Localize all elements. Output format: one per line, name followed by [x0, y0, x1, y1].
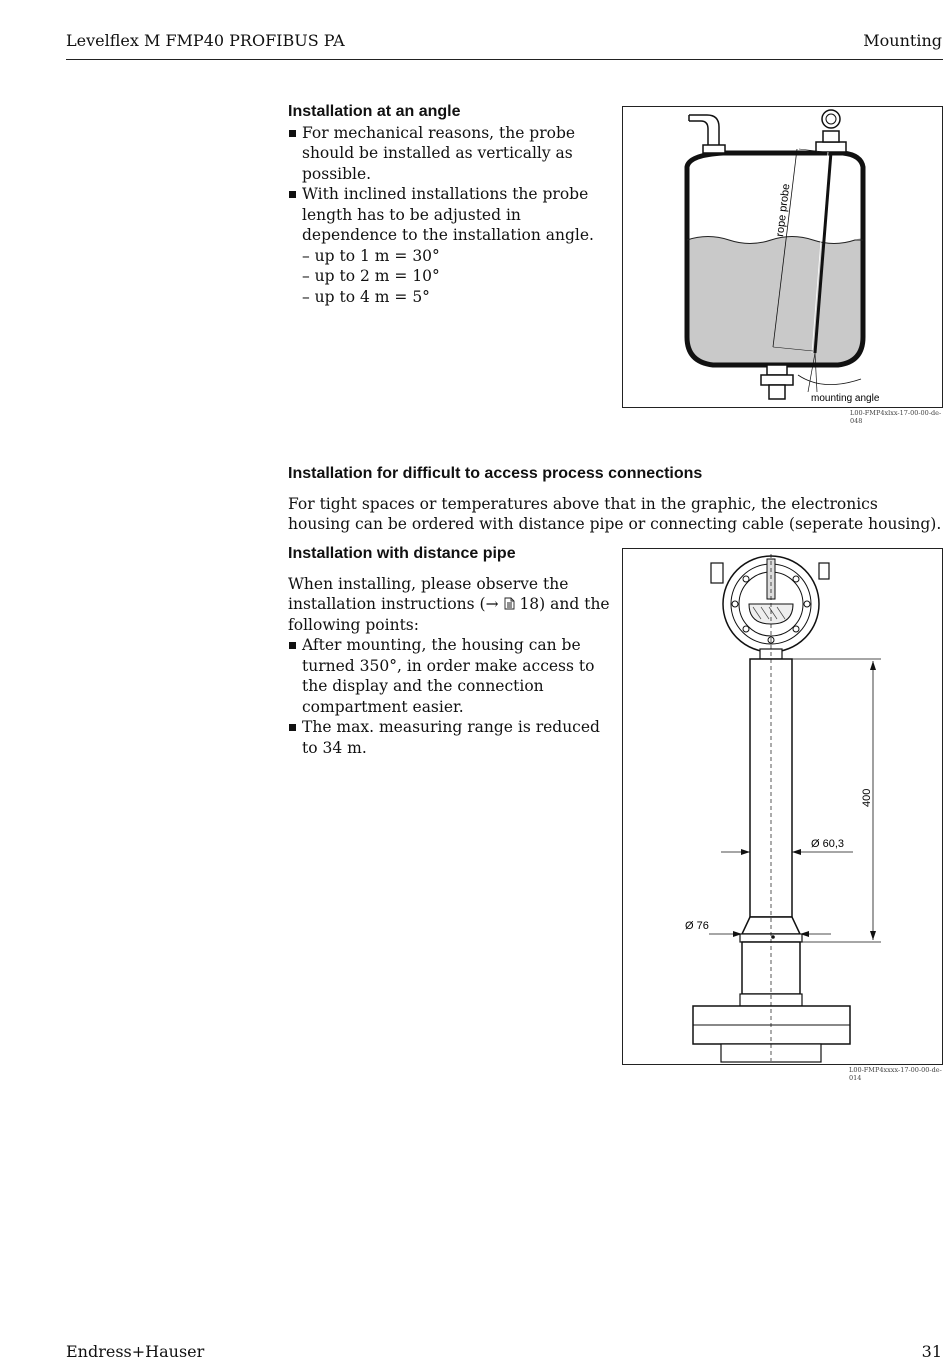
bullet-text: With inclined installations the probe length has to be adjusted in dependence to the installation angle.: [302, 185, 594, 244]
section-angle: [288, 102, 610, 307]
page-number: 31: [921, 1342, 942, 1361]
header-rule: [66, 59, 943, 60]
bullet-item: [288, 717, 610, 758]
figure-distance-pipe: [622, 548, 943, 1065]
bullet-text: The max. measuring range is reduced to 34 m.: [302, 718, 600, 757]
mounting-angle-label: mounting angle: [811, 393, 880, 404]
distance-pipe-diagram: [623, 549, 942, 1064]
section-angle-title: Installation at an angle: [288, 103, 461, 120]
figure-caption: L00-FMP4xxxx-17-00-00-de-014: [849, 1066, 942, 1082]
intro-text-end: ) and the following points:: [288, 595, 610, 634]
header-title: Levelflex M FMP40 PROFIBUS PA: [66, 31, 345, 50]
rope-probe-label: rope probe: [774, 183, 793, 238]
tank-diagram: [623, 107, 942, 407]
angle-limit-2m: – up to 2 m = 10°: [302, 267, 440, 285]
section-difficult-title: Installation for difficult to access process connections: [288, 465, 703, 482]
bullet-text: After mounting, the housing can be turned 350°, in order make access to the display and the connection compartment easier.: [302, 636, 595, 716]
figure-caption: L00-FMP4xlxx-17-00-00-de-048: [850, 409, 942, 425]
dimension-length: 400: [861, 788, 873, 807]
bullet-icon: [289, 724, 296, 731]
footer-company: Endress+Hauser: [66, 1342, 205, 1361]
bullet-item: [288, 123, 610, 185]
dimension-pipe-diameter: Ø 60,3: [811, 838, 845, 850]
dimension-flange-diameter: Ø 76: [685, 920, 709, 932]
bullet-text: For mechanical reasons, the probe should be installed as vertically as possible.: [302, 123, 576, 183]
bullet-icon: [289, 642, 296, 649]
section-difficult-access: [288, 464, 943, 535]
angle-limit-4m: – up to 4 m = 5°: [302, 287, 430, 306]
section-distance-pipe: [288, 544, 610, 758]
section-pipe-intro: [288, 574, 610, 636]
bullet-item: [288, 635, 610, 717]
bullet-item: [288, 184, 610, 246]
figure-tank: [622, 106, 943, 408]
page-icon: [504, 597, 515, 610]
section-difficult-body: For tight spaces or temperatures above that in the graphic, the electronics housing can be ordered with distance pipe or connecting cable (seperate housing).: [288, 494, 942, 533]
header-section: Mounting: [863, 31, 942, 50]
bullet-icon: [289, 130, 296, 137]
bullet-icon: [289, 191, 296, 198]
section-pipe-title: Installation with distance pipe: [288, 545, 516, 562]
intro-text: When installing, please observe the installation instructions (→: [288, 574, 569, 613]
page-reference[interactable]: 18: [519, 595, 540, 613]
angle-limit-1m: – up to 1 m = 30°: [302, 246, 440, 265]
